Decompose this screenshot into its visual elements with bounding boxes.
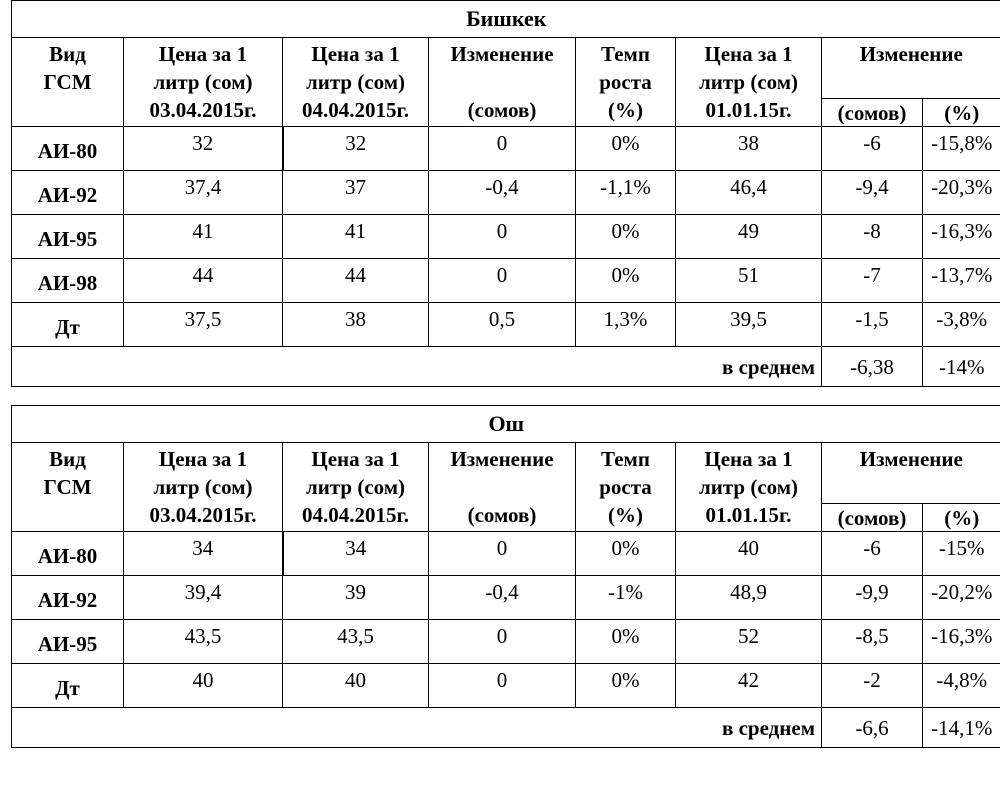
header-line: Темп xyxy=(601,447,650,471)
header-line: (сомов) xyxy=(467,503,537,527)
value-cell: 32 xyxy=(124,127,283,171)
value-cell: -1,1% xyxy=(576,171,676,215)
fuel-type-cell: Дт xyxy=(12,664,124,708)
value-cell: 41 xyxy=(283,215,429,259)
value-cell: 0% xyxy=(576,620,676,664)
value-cell: -9,4 xyxy=(822,171,923,215)
value-cell: 39 xyxy=(283,576,429,620)
fuel-type-header xyxy=(12,38,124,127)
change-header xyxy=(429,443,576,532)
change-header xyxy=(429,38,576,127)
header-line: 04.04.2015г. xyxy=(302,503,409,527)
value-cell: 44 xyxy=(283,259,429,303)
growth-rate-header xyxy=(576,38,676,127)
header-line: литр (сом) xyxy=(305,70,406,94)
fuel-type-cell: АИ-80 xyxy=(12,127,124,171)
header-line: Цена за 1 xyxy=(158,447,248,471)
value-cell: -0,4 xyxy=(429,171,576,215)
value-cell: -2 xyxy=(822,664,923,708)
header-line: 01.01.15г. xyxy=(705,503,792,527)
value-cell: -7 xyxy=(822,259,923,303)
value-cell: -20,2% xyxy=(923,576,1000,620)
price-date3-header xyxy=(676,38,822,127)
value-cell: 39,5 xyxy=(676,303,822,347)
value-cell: -3,8% xyxy=(923,303,1000,347)
price-date2-header xyxy=(283,38,429,127)
change-som-subheader: (сомов) xyxy=(822,504,923,532)
value-cell: 0% xyxy=(576,664,676,708)
value-cell: 40 xyxy=(676,532,822,576)
city-title: Бишкек xyxy=(12,1,1000,38)
price-date1-header xyxy=(124,38,283,127)
header-line: литр (сом) xyxy=(305,475,406,499)
value-cell: 48,9 xyxy=(676,576,822,620)
fuel-type-cell: АИ-95 xyxy=(12,215,124,259)
fuel-type-cell: Дт xyxy=(12,303,124,347)
average-som: -6,38 xyxy=(822,347,923,387)
change-vs-jan-header: Изменение xyxy=(822,38,1000,99)
value-cell: -6 xyxy=(822,127,923,171)
table-row xyxy=(12,127,1000,171)
value-cell: 37,4 xyxy=(124,171,283,215)
header-line: (%) xyxy=(608,503,643,527)
header-line: (сомов) xyxy=(467,98,537,122)
value-cell: 0 xyxy=(429,664,576,708)
value-cell: -16,3% xyxy=(923,215,1000,259)
price-date1-header xyxy=(124,443,283,532)
value-cell: 0 xyxy=(429,532,576,576)
value-cell: -6 xyxy=(822,532,923,576)
value-cell: 34 xyxy=(124,532,283,576)
header-line: Цена за 1 xyxy=(704,447,793,471)
value-cell: 0 xyxy=(429,215,576,259)
header-line: ГСМ xyxy=(43,70,92,94)
value-cell: -1% xyxy=(576,576,676,620)
header-line: литр (сом) xyxy=(698,70,799,94)
table-row xyxy=(12,259,1000,303)
growth-rate-header xyxy=(576,443,676,532)
value-cell: 41 xyxy=(124,215,283,259)
value-cell: -15,8% xyxy=(923,127,1000,171)
header-line: Цена за 1 xyxy=(311,42,400,66)
fuel-type-cell: АИ-95 xyxy=(12,620,124,664)
value-cell: 43,5 xyxy=(124,620,283,664)
bishkek-price-table xyxy=(11,0,1000,387)
header-line: Цена за 1 xyxy=(158,42,248,66)
header-line: ГСМ xyxy=(43,475,92,499)
header-line: литр (сом) xyxy=(153,475,253,499)
value-cell: 0 xyxy=(429,620,576,664)
header-line: (%) xyxy=(608,98,643,122)
value-cell: 0% xyxy=(576,532,676,576)
value-cell: 34 xyxy=(283,532,429,576)
price-date2-header xyxy=(283,443,429,532)
value-cell: -9,9 xyxy=(822,576,923,620)
header-line: роста xyxy=(599,70,652,94)
header-line: роста xyxy=(599,475,652,499)
value-cell: 44 xyxy=(124,259,283,303)
value-cell: 37 xyxy=(283,171,429,215)
header-line: Цена за 1 xyxy=(311,447,400,471)
value-cell: 0 xyxy=(429,259,576,303)
fuel-type-header xyxy=(12,443,124,532)
header-line: 03.04.2015г. xyxy=(149,98,257,122)
header-line: Вид xyxy=(49,447,86,471)
osh-price-table xyxy=(11,405,1000,748)
value-cell: 43,5 xyxy=(283,620,429,664)
value-cell: 39,4 xyxy=(124,576,283,620)
value-cell: 37,5 xyxy=(124,303,283,347)
city-title: Ош xyxy=(12,406,1000,443)
header-spacer xyxy=(429,68,575,96)
value-cell: -1,5 xyxy=(822,303,923,347)
fuel-type-cell: АИ-80 xyxy=(12,532,124,576)
value-cell: 1,3% xyxy=(576,303,676,347)
value-cell: -0,4 xyxy=(429,576,576,620)
value-cell: 49 xyxy=(676,215,822,259)
header-line: 01.01.15г. xyxy=(705,98,792,122)
table-row xyxy=(12,215,1000,259)
change-som-subheader: (сомов) xyxy=(822,99,923,127)
header-line: 03.04.2015г. xyxy=(149,503,257,527)
value-cell: 32 xyxy=(283,127,429,171)
header-line: Темп xyxy=(601,42,650,66)
header-line: литр (сом) xyxy=(698,475,799,499)
average-label: в среднем xyxy=(12,708,822,748)
average-pct: -14,1% xyxy=(923,708,1000,748)
change-pct-subheader: (%) xyxy=(923,504,1000,532)
value-cell: 0% xyxy=(576,215,676,259)
fuel-type-cell: АИ-92 xyxy=(12,576,124,620)
average-som: -6,6 xyxy=(822,708,923,748)
average-pct: -14% xyxy=(923,347,1000,387)
value-cell: 38 xyxy=(283,303,429,347)
value-cell: -16,3% xyxy=(923,620,1000,664)
change-vs-jan-header: Изменение xyxy=(822,443,1000,504)
change-pct-subheader: (%) xyxy=(923,99,1000,127)
value-cell: -20,3% xyxy=(923,171,1000,215)
value-cell: -13,7% xyxy=(923,259,1000,303)
header-line: Цена за 1 xyxy=(704,42,793,66)
value-cell: 40 xyxy=(124,664,283,708)
value-cell: -8,5 xyxy=(822,620,923,664)
value-cell: -8 xyxy=(822,215,923,259)
header-line: литр (сом) xyxy=(153,70,253,94)
value-cell: -4,8% xyxy=(923,664,1000,708)
table-row xyxy=(12,303,1000,347)
value-cell: 40 xyxy=(283,664,429,708)
value-cell: 51 xyxy=(676,259,822,303)
value-cell: 0% xyxy=(576,259,676,303)
table-row xyxy=(12,532,1000,576)
table-row xyxy=(12,664,1000,708)
header-spacer xyxy=(429,473,575,501)
value-cell: 52 xyxy=(676,620,822,664)
table-row xyxy=(12,620,1000,664)
table-row xyxy=(12,171,1000,215)
average-label: в среднем xyxy=(12,347,822,387)
fuel-type-cell: АИ-98 xyxy=(12,259,124,303)
value-cell: 0 xyxy=(429,127,576,171)
value-cell: 0% xyxy=(576,127,676,171)
price-date3-header xyxy=(676,443,822,532)
header-line: Изменение xyxy=(450,42,554,66)
value-cell: 42 xyxy=(676,664,822,708)
fuel-type-cell: АИ-92 xyxy=(12,171,124,215)
header-line: 04.04.2015г. xyxy=(302,98,409,122)
value-cell: 0,5 xyxy=(429,303,576,347)
value-cell: 46,4 xyxy=(676,171,822,215)
value-cell: 38 xyxy=(676,127,822,171)
value-cell: -15% xyxy=(923,532,1000,576)
header-line: Вид xyxy=(49,42,86,66)
header-line: Изменение xyxy=(450,447,554,471)
table-row xyxy=(12,576,1000,620)
